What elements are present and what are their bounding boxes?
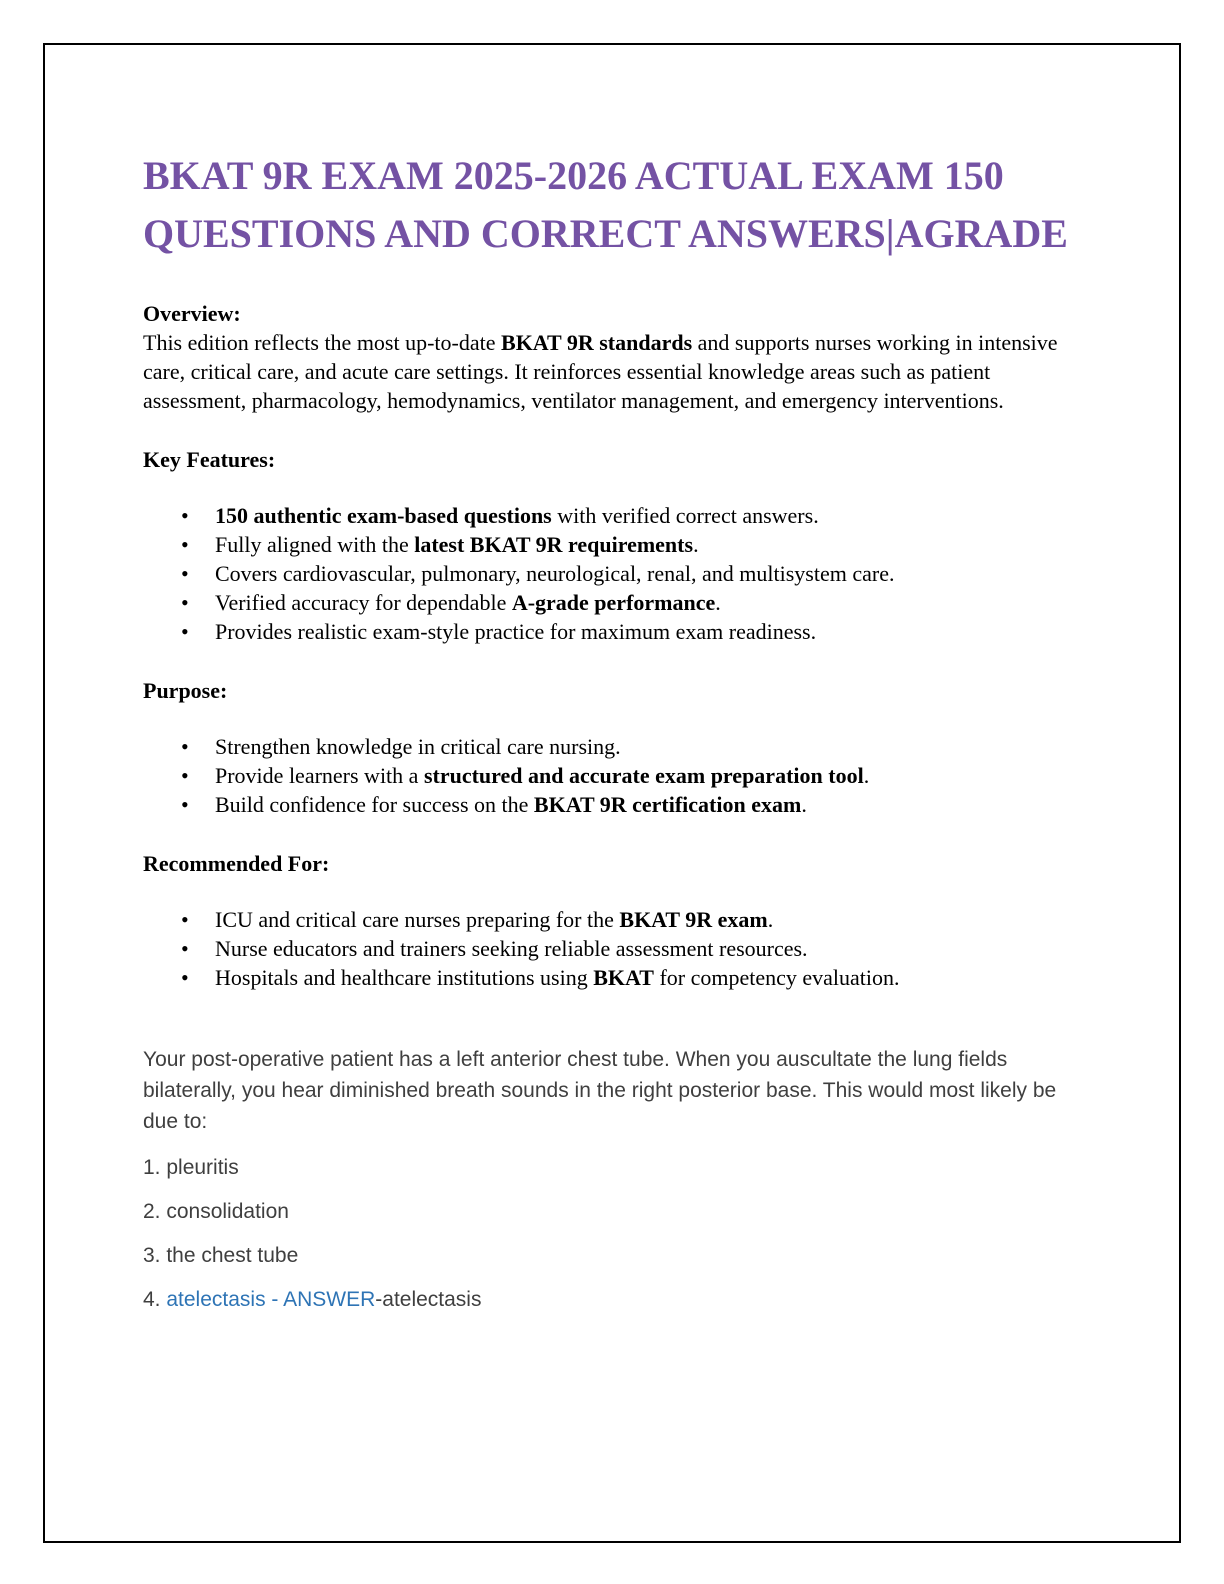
section-overview (143, 299, 1081, 415)
text-run: structured and accurate exam preparation tool (423, 763, 864, 788)
recommended-for-list (143, 905, 1081, 992)
bullet-item (143, 934, 1081, 963)
bullet-item (143, 530, 1081, 559)
text-run: ICU and critical care nurses preparing for the (215, 907, 620, 932)
question-option-2: 2. consolidation (143, 1200, 289, 1223)
question-text: Your post-operative patient has a left anterior chest tube. When you auscultate the lung fields bilaterally, you hear diminished breath sounds in the right posterior base. This would most likely be due to: (143, 1048, 1057, 1133)
text-run: . (801, 792, 807, 817)
text-run: Hospitals and healthcare institutions using (215, 965, 594, 990)
bullet-item (143, 732, 1081, 761)
bullet-item (143, 905, 1081, 934)
key-features-heading: Key Features: (143, 447, 276, 472)
section-recommended-for (143, 849, 1081, 992)
recommended-for-heading: Recommended For: (143, 851, 330, 876)
bullet-item (143, 559, 1081, 588)
text-run: -atelectasis (375, 1288, 482, 1311)
question-option-3: 3. the chest tube (143, 1244, 299, 1267)
text-run: Strengthen knowledge in critical care nursing. (215, 734, 621, 759)
bullet-item (143, 790, 1081, 819)
text-run: with verified correct answers. (551, 503, 819, 528)
text-run: Nurse educators and trainers seeking reliable assessment resources. (215, 936, 808, 961)
page-border (43, 43, 1181, 1543)
text-run: This edition reflects the most up-to-date (143, 330, 502, 355)
text-run: BKAT 9R certification exam (533, 792, 802, 817)
text-run: Build confidence for success on the (215, 792, 534, 817)
text-run: 150 authentic exam-based questions (215, 503, 552, 528)
text-run: 4. (143, 1288, 167, 1311)
bullet-item (143, 963, 1081, 992)
text-run: A-grade performance (511, 590, 716, 615)
text-run: . (767, 907, 774, 932)
text-run: Provide learners with a (215, 763, 424, 788)
text-run: BKAT (593, 965, 654, 990)
bullet-item (143, 588, 1081, 617)
purpose-list (143, 732, 1081, 819)
key-features-list (143, 501, 1081, 646)
text-run: atelectasis - ANSWER (166, 1288, 376, 1311)
section-key-features (143, 445, 1081, 646)
text-run: Provides realistic exam-style practice for maximum exam readiness. (215, 619, 817, 644)
document-title: BKAT 9R EXAM 2025-2026 ACTUAL EXAM 150 QUESTIONS AND CORRECT ANSWERS|AGRADE (143, 153, 1068, 256)
overview-heading: Overview: (143, 301, 241, 326)
bullet-item (143, 761, 1081, 790)
text-run: Fully aligned with the (215, 532, 415, 557)
question-option-4-answer (143, 1286, 1081, 1313)
text-run: BKAT 9R exam (619, 907, 768, 932)
bullet-item (143, 617, 1081, 646)
text-run: BKAT 9R standards (501, 330, 693, 355)
text-run: and supports nurses working in intensive care, critical care, and acute care settings. It reinforces essential knowledge areas such as patient assessment, pharmacology, hemodynamics, ventilator management, and emergency interventions. (143, 330, 1058, 413)
text-run: . (863, 763, 870, 788)
purpose-heading: Purpose: (143, 678, 228, 703)
text-run: latest BKAT 9R requirements (414, 532, 694, 557)
overview-paragraph (143, 328, 1081, 415)
section-question (143, 1044, 1081, 1313)
text-run: for competency evaluation. (653, 965, 900, 990)
text-run: Verified accuracy for dependable (215, 590, 512, 615)
text-run: . (715, 590, 721, 615)
bullet-item (143, 501, 1081, 530)
section-purpose (143, 676, 1081, 819)
question-option-1: 1. pleuritis (143, 1156, 239, 1179)
text-run: . (693, 532, 699, 557)
text-run: Covers cardiovascular, pulmonary, neurological, renal, and multisystem care. (215, 561, 895, 586)
